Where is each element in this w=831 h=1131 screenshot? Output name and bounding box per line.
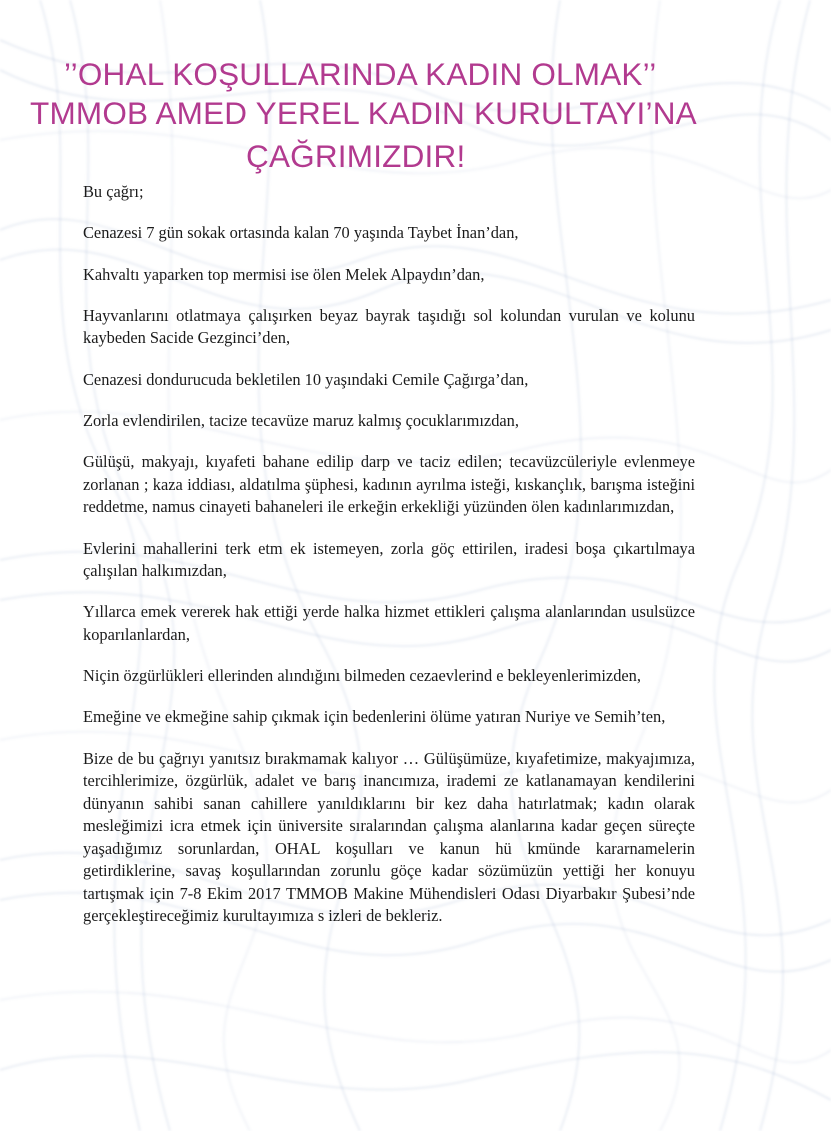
paragraph: Emeğine ve ekmeğine sahip çıkmak için bedenlerini ölüme yatıran Nuriye ve Semih’ten,	[83, 707, 666, 727]
title-line-2: TMMOB AMED YEREL KADIN KURULTAYI’NA	[30, 95, 697, 131]
paragraph: Cenazesi 7 gün sokak ortasında kalan 70 yaşında Taybet İnan’dan,	[83, 223, 519, 243]
paragraph: Hayvanlarını otlatmaya çalışırken beyaz bayrak taşıdığı sol kolundan vurulan ve kolunu kaybeden Sacide Gezginci’den,	[83, 305, 695, 348]
paragraph: Yıllarca emek vererek hak ettiği yerde halka hizmet ettikleri çalışma alanlarından usulsüzce koparılanlardan,	[83, 602, 695, 644]
paragraph: Zorla evlendirilen, tacize tecavüze maruz kalmış çocuklarımızdan,	[83, 410, 519, 430]
paragraph: Kahvaltı yaparken top mermisi ise ölen Melek Alpaydın’dan,	[83, 264, 485, 284]
paragraph: Cenazesi dondurucuda bekletilen 10 yaşındaki Cemile Çağırga’dan,	[83, 369, 529, 389]
letter-body	[83, 181, 695, 947]
title-line-3: ÇAĞRIMIZDIR!	[246, 138, 466, 174]
paragraph: Gülüşü, makyajı, kıyafeti bahane edilip darp ve taciz edilen; tecavüzcüleriyle evlenmeye zorlanan ; kaza iddiası, aldatılma şüphesi, kadının ayrılma isteği, kıskançlık, barışma isteğini reddetme, namus cinayeti bahaneleri ile erkeğin erkekliği yüzünden ölen kadınlarımızdan,	[83, 452, 695, 517]
paragraph: Niçin özgürlükleri ellerinden alındığını bilmeden cezaevlerind e bekleyenlerimizden,	[83, 666, 641, 686]
paragraph: Bize de bu çağrıyı yanıtsız bırakmamak kalıyor … Gülüşümüze, kıyafetimize, makyajımıza, tercihlerimize, özgürlük, adalet ve barış inancımıza, irademi ze katlanamayan kendilerini dünyanın sahibi sanan cahillere yanıldıklarını bir kez daha hatırlatmak; kadın olarak mesleğimizi icra etmek için üniversite sıralarından çalışma alanlarına kadar geçen süreçte yaşadığımız sorunlardan, OHAL koşulları ve kanun hü kmünde kararnamelerin getirdiklerine, savaş koşullarından zorunlu göçe kadar sözümüzün yettiği her konuyu tartışmak için 7-8 Ekim 2017 TMMOB Makine Mühendisleri Odası Diyarbakır Şubesi’nde gerçekleştireceğimiz kurultayımıza s izleri de bekleriz.	[83, 748, 695, 926]
title-line-1: ’’OHAL KOŞULLARINDA KADIN OLMAK’’	[64, 56, 657, 92]
paragraph: Bu çağrı;	[83, 182, 144, 201]
paragraph: Evlerini mahallerini terk etm ek istemeyen, zorla göç ettirilen, iradesi boşa çıkartılmaya çalışılan halkımızdan,	[83, 538, 695, 581]
